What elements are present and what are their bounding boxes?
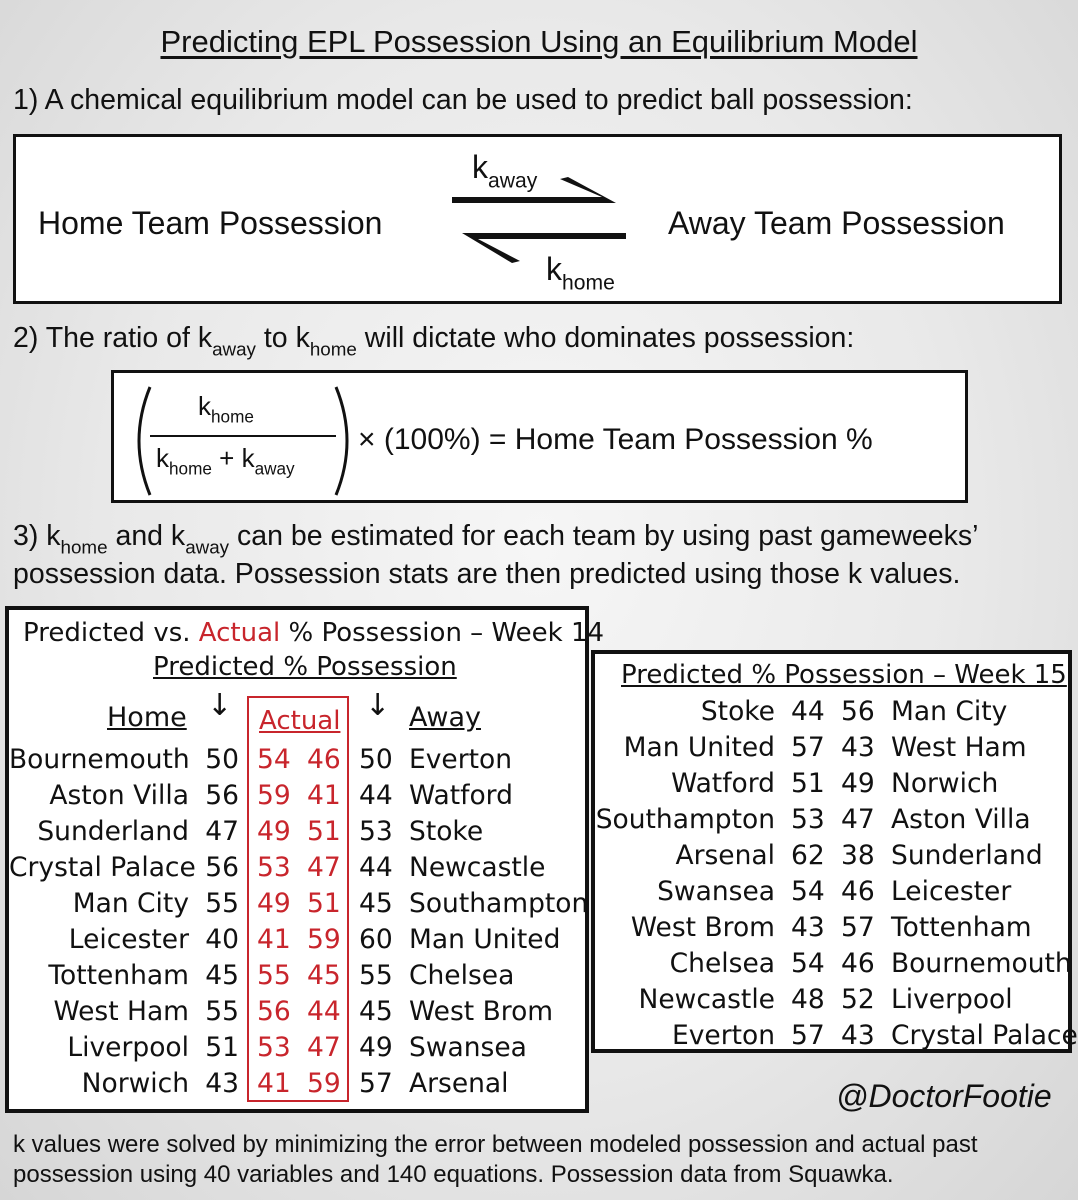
actual-home: 55 bbox=[257, 960, 291, 991]
predicted-away: 57 bbox=[841, 912, 875, 943]
home-team: Norwich bbox=[81, 1068, 189, 1099]
home-team: Newcastle bbox=[638, 984, 775, 1015]
actual-home: 56 bbox=[257, 996, 291, 1027]
actual-home: 41 bbox=[257, 924, 291, 955]
k-home-label: $k_{home}$ bbox=[546, 251, 615, 295]
predicted-away: 38 bbox=[841, 840, 875, 871]
down-arrow-icon: ↓ bbox=[207, 688, 233, 723]
away-team: Aston Villa bbox=[891, 804, 1031, 835]
predicted-home: 57 bbox=[791, 1020, 825, 1051]
predicted-away: 46 bbox=[841, 948, 875, 979]
home-team: Man City bbox=[72, 888, 189, 919]
predicted-away: 44 bbox=[359, 852, 393, 883]
predicted-away: 60 bbox=[359, 924, 393, 955]
predicted-away: 44 bbox=[359, 780, 393, 811]
predicted-home: 57 bbox=[791, 732, 825, 763]
home-team: Everton bbox=[671, 1020, 775, 1051]
home-team: Aston Villa bbox=[49, 780, 189, 811]
footer-note: k values were solved by minimizing the error between modeled possession and actual past possession using 40 variables and 140 equations. Possession data from Squawka. bbox=[13, 1131, 978, 1188]
home-team: Southampton bbox=[595, 804, 775, 835]
actual-away: 46 bbox=[307, 744, 341, 775]
predicted-home: 47 bbox=[205, 816, 239, 847]
away-team: Southampton bbox=[409, 888, 589, 919]
predicted-home: 43 bbox=[205, 1068, 239, 1099]
home-team: West Brom bbox=[630, 912, 775, 943]
predicted-home: 45 bbox=[205, 960, 239, 991]
step-2-text: 2) The ratio of $k_{away}$ to $k_{home}$ will dictate who dominates possession: bbox=[13, 322, 855, 360]
step-3-line-2: possession data. Possession stats are then predicted using those k values. bbox=[13, 558, 961, 590]
away-team: Stoke bbox=[409, 816, 484, 847]
actual-home: 59 bbox=[257, 780, 291, 811]
predicted-home: 51 bbox=[205, 1032, 239, 1063]
denominator: $k_{home} + k_{away}$ bbox=[156, 443, 295, 479]
predicted-home: 50 bbox=[205, 744, 239, 775]
home-team: Man United bbox=[623, 732, 775, 763]
equilibrium-box bbox=[13, 134, 1062, 304]
week14-predicted-header: Predicted % Possession bbox=[153, 652, 457, 682]
actual-away: 41 bbox=[307, 780, 341, 811]
home-team: Chelsea bbox=[669, 948, 775, 979]
away-team: Man City bbox=[891, 696, 1008, 727]
page-title: Predicting EPL Possession Using an Equilibrium Model bbox=[160, 24, 918, 59]
actual-home: 41 bbox=[257, 1068, 291, 1099]
away-team: Leicester bbox=[891, 876, 1012, 907]
away-header: Away bbox=[409, 702, 481, 733]
week14-panel bbox=[5, 606, 605, 1113]
predicted-away: 46 bbox=[841, 876, 875, 907]
actual-home: 54 bbox=[257, 744, 291, 775]
away-team: Norwich bbox=[891, 768, 999, 799]
predicted-home: 54 bbox=[791, 876, 825, 907]
author-handle: @DoctorFootie bbox=[836, 1078, 1052, 1114]
away-team: Liverpool bbox=[891, 984, 1013, 1015]
predicted-away: 47 bbox=[841, 804, 875, 835]
home-header: Home bbox=[107, 702, 187, 733]
formula-box bbox=[111, 370, 968, 503]
predicted-home: 56 bbox=[205, 780, 239, 811]
predicted-away: 53 bbox=[359, 816, 393, 847]
down-arrow-icon: ↓ bbox=[365, 688, 391, 723]
home-team: Tottenham bbox=[48, 960, 189, 991]
predicted-home: 44 bbox=[791, 696, 825, 727]
predicted-home: 55 bbox=[205, 888, 239, 919]
actual-away: 45 bbox=[307, 960, 341, 991]
predicted-away: 57 bbox=[359, 1068, 393, 1099]
formula-result: × (100%) = Home Team Possession % bbox=[358, 423, 873, 456]
predicted-home: 62 bbox=[791, 840, 825, 871]
away-team: Crystal Palace bbox=[891, 1020, 1078, 1051]
home-team: Crystal Palace bbox=[9, 852, 196, 883]
equilibrium-arrows-icon bbox=[450, 175, 630, 275]
home-team: Leicester bbox=[68, 924, 189, 955]
away-team: Man United bbox=[409, 924, 561, 955]
away-team: West Brom bbox=[409, 996, 554, 1027]
predicted-home: 56 bbox=[205, 852, 239, 883]
away-team: Watford bbox=[409, 780, 513, 811]
away-possession-label: Away Team Possession bbox=[668, 205, 1005, 241]
week15-title: Predicted % Possession – Week 15 bbox=[621, 660, 1067, 690]
k-away-label: $k_{away}$ bbox=[472, 149, 538, 193]
actual-header: Actual bbox=[259, 706, 341, 736]
predicted-home: 53 bbox=[791, 804, 825, 835]
predicted-away: 43 bbox=[841, 732, 875, 763]
actual-away: 59 bbox=[307, 924, 341, 955]
predicted-away: 43 bbox=[841, 1020, 875, 1051]
home-team: Swansea bbox=[657, 876, 775, 907]
actual-away: 51 bbox=[307, 816, 341, 847]
predicted-home: 54 bbox=[791, 948, 825, 979]
step-1-text: 1) A chemical equilibrium model can be used to predict ball possession: bbox=[13, 84, 913, 116]
predicted-home: 43 bbox=[791, 912, 825, 943]
actual-home: 49 bbox=[257, 816, 291, 847]
away-team: Sunderland bbox=[891, 840, 1043, 871]
predicted-away: 45 bbox=[359, 996, 393, 1027]
predicted-away: 55 bbox=[359, 960, 393, 991]
predicted-away: 49 bbox=[359, 1032, 393, 1063]
home-team: West Ham bbox=[53, 996, 189, 1027]
week14-title: Predicted vs. Actual % Possession – Week 14 bbox=[23, 618, 605, 648]
numerator-k-home: $k_{home}$ bbox=[198, 391, 254, 427]
home-team: Bournemouth bbox=[9, 744, 190, 775]
predicted-away: 50 bbox=[359, 744, 393, 775]
predicted-away: 49 bbox=[841, 768, 875, 799]
home-team: Arsenal bbox=[675, 840, 775, 871]
actual-home: 49 bbox=[257, 888, 291, 919]
home-possession-label: Home Team Possession bbox=[38, 205, 383, 241]
actual-home: 53 bbox=[257, 852, 291, 883]
predicted-home: 55 bbox=[205, 996, 239, 1027]
away-team: Tottenham bbox=[891, 912, 1032, 943]
fraction-bar bbox=[150, 435, 336, 437]
predicted-away: 52 bbox=[841, 984, 875, 1015]
predicted-home: 51 bbox=[791, 768, 825, 799]
home-team: Liverpool bbox=[67, 1032, 189, 1063]
actual-away: 47 bbox=[307, 852, 341, 883]
predicted-home: 40 bbox=[205, 924, 239, 955]
away-team: Arsenal bbox=[409, 1068, 509, 1099]
actual-home: 53 bbox=[257, 1032, 291, 1063]
predicted-away: 56 bbox=[841, 696, 875, 727]
left-paren-icon bbox=[124, 385, 154, 497]
away-team: Chelsea bbox=[409, 960, 515, 991]
home-team: Watford bbox=[671, 768, 775, 799]
predicted-away: 45 bbox=[359, 888, 393, 919]
away-team: Swansea bbox=[409, 1032, 527, 1063]
away-team: Everton bbox=[409, 744, 513, 775]
away-team: West Ham bbox=[891, 732, 1027, 763]
actual-away: 51 bbox=[307, 888, 341, 919]
actual-away: 44 bbox=[307, 996, 341, 1027]
week15-panel bbox=[591, 650, 1078, 1053]
home-team: Sunderland bbox=[37, 816, 189, 847]
predicted-home: 48 bbox=[791, 984, 825, 1015]
away-team: Bournemouth bbox=[891, 948, 1072, 979]
away-team: Newcastle bbox=[409, 852, 546, 883]
step-3-text: 3) $k_{home}$ and $k_{away}$ can be estimated for each team by using past gameweeks’ bbox=[13, 520, 979, 558]
home-team: Stoke bbox=[700, 696, 775, 727]
actual-away: 59 bbox=[307, 1068, 341, 1099]
actual-away: 47 bbox=[307, 1032, 341, 1063]
